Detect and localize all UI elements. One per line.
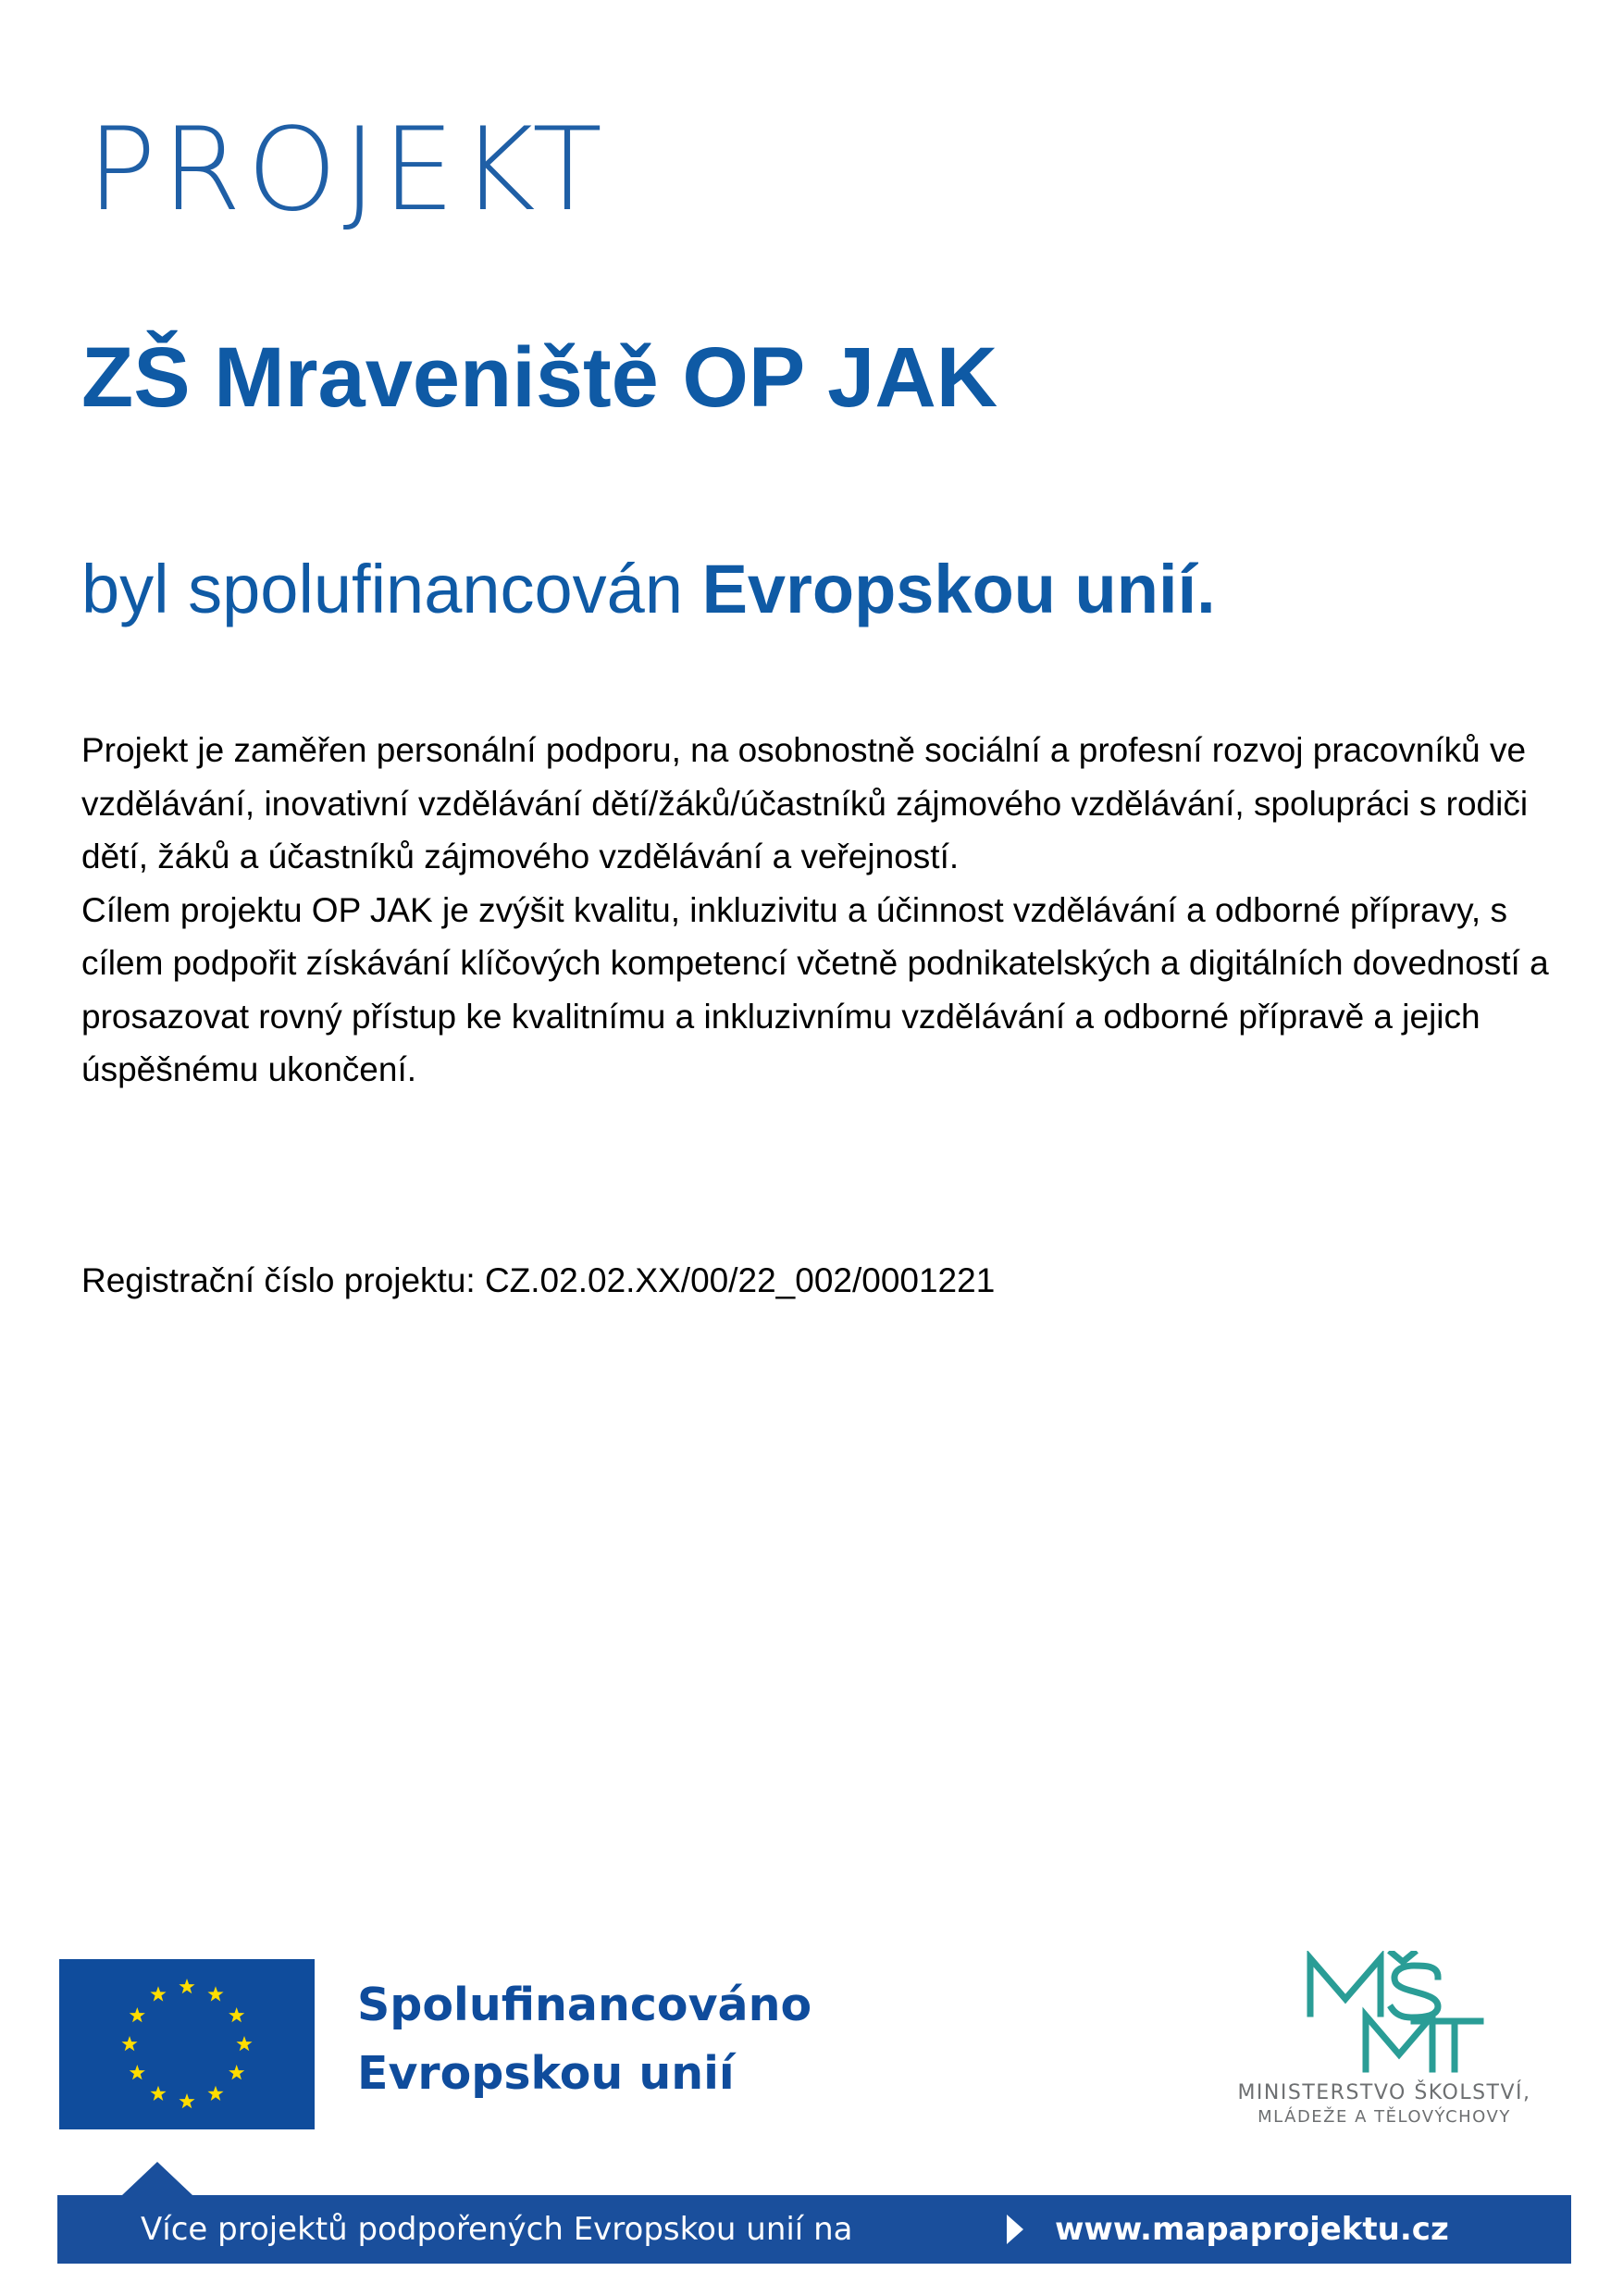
cofinanced-eu: Evropskou unií. — [701, 551, 1216, 627]
eu-logo-line-2: Evropskou unií — [357, 2047, 735, 2100]
eu-star-icon — [236, 2036, 252, 2051]
kicker-title: PROJEKT — [87, 104, 608, 237]
footer-notch — [122, 2162, 192, 2195]
eu-cofinanced-logo-text — [357, 1971, 812, 2108]
msmt-name-line-1: MINISTERSTVO ŠKOLSTVÍ, — [1237, 2081, 1531, 2104]
eu-star-icon — [130, 2007, 145, 2022]
eu-star-icon — [121, 2036, 137, 2051]
description-paragraph: Projekt je zaměřen personální podporu, na osobnostně sociální a profesní rozvoj pracovníků ve vzdělávání, inovativní vzdělávání dětí/žáků/účastníků zájmového vzdělávání, spolupráci s rodiči dětí, žáků a účastníků zájmového vzdělávání a veřejností. — [81, 731, 1529, 875]
play-arrow-icon — [1004, 2211, 1026, 2248]
msmt-name — [1199, 2080, 1569, 2128]
eu-star-icon — [229, 2065, 244, 2079]
eu-star-icon — [207, 2086, 223, 2101]
footer-text: Více projektů podpořených Evropskou unií na — [141, 2211, 853, 2248]
eu-star-icon — [229, 2007, 244, 2022]
eu-flag-logo — [59, 1959, 315, 2129]
project-description — [81, 724, 1553, 1097]
cofinanced-statement — [81, 551, 1216, 627]
eu-stars-icon — [59, 1959, 315, 2129]
project-name: ZŠ Mraveniště OP JAK — [81, 330, 998, 425]
registration-number: Registrační číslo projektu: CZ.02.02.XX/00/22_002/0001221 — [81, 1261, 996, 1299]
eu-star-icon — [130, 2065, 145, 2079]
eu-star-icon — [207, 1986, 223, 2001]
cofinanced-prefix: byl spolufinancován — [81, 551, 702, 627]
msmt-name-line-2: MLÁDEŽE A TĚLOVÝCHOVY — [1258, 2107, 1511, 2127]
msmt-monogram-icon — [1299, 1951, 1484, 2075]
msmt-logo — [1199, 1951, 1569, 2136]
eu-star-icon — [179, 1979, 194, 1993]
eu-star-icon — [150, 1986, 166, 2001]
eu-logo-line-1: Spolufinancováno — [357, 1979, 812, 2031]
footer-url-link[interactable]: www.mapaprojektu.cz — [1055, 2211, 1449, 2248]
description-paragraph: Cílem projektu OP JAK je zvýšit kvalitu, inkluzivitu a účinnost vzdělávání a odborné přípravy, s cílem podpořit získávání klíčových kompetencí včetně podnikatelských a digitálních dovedností a prosazovat rovný přístup ke kvalitnímu a inkluzivnímu vzdělávání a odborné přípravě a jejich úspěšnému ukončení. — [81, 890, 1549, 1088]
eu-star-icon — [179, 2093, 194, 2108]
eu-star-icon — [150, 2086, 166, 2101]
